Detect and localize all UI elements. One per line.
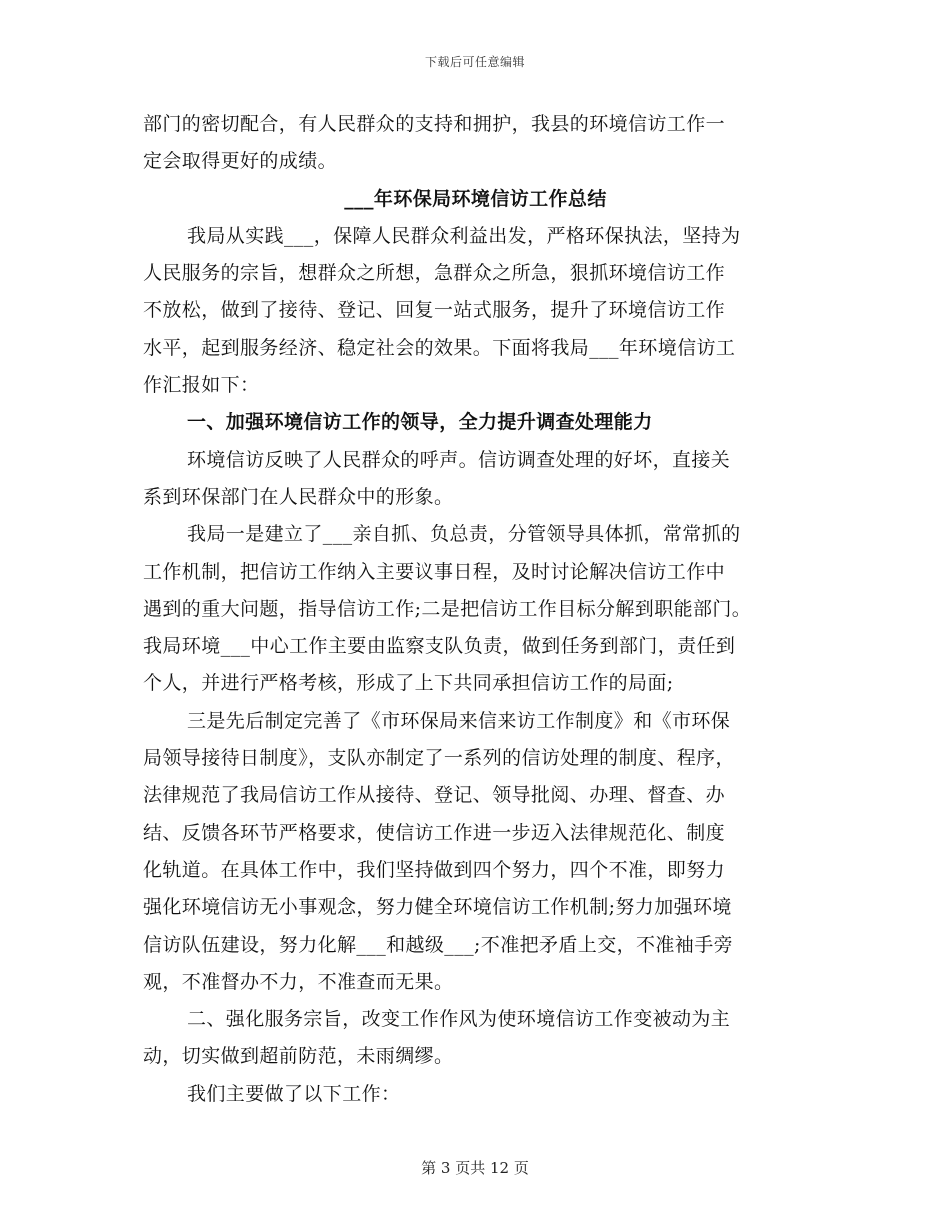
text-line: 不放松，做到了接待、登记、回复一站式服务，提升了环境信访工作	[143, 299, 726, 322]
text-line: 部门的密切配合，有人民群众的支持和拥护，我县的环境信访工作一	[143, 113, 726, 135]
text-line: 我局环境___中心工作主要由监察支队负责，做到任务到部门，责任到	[143, 635, 736, 658]
text-line: 作汇报如下：	[143, 374, 260, 397]
text-line: 化轨道。在具体工作中，我们坚持做到四个努力，四个不准，即努力	[143, 858, 726, 881]
paragraph-start: 三是先后制定完善了《市环保局来信来访工作制度》和《市环保	[187, 709, 731, 732]
section-title: ___年环保局环境信访工作总结	[344, 187, 607, 210]
page-number: 第 3 页共 12 页	[421, 1159, 529, 1177]
text-line: 动，切实做到超前防范，未雨绸缪。	[143, 1045, 454, 1068]
paragraph-start: 环境信访反映了人民群众的呼声。信访调查处理的好坏，直接关	[187, 448, 731, 471]
subheading: 一、加强环境信访工作的领导，全力提升调查处理能力	[187, 411, 653, 434]
text-line: 工作机制，把信访工作纳入主要议事日程，及时讨论解决信访工作中	[143, 560, 726, 583]
text-line: 遇到的重大问题，指导信访工作;二是把信访工作目标分解到职能部门。	[143, 597, 752, 620]
paragraph-start: 我们主要做了以下工作：	[187, 1082, 401, 1105]
text-line: 观，不准督办不力，不准查而无果。	[143, 970, 454, 993]
page-header-note: 下载后可任意编辑	[424, 55, 525, 69]
text-line: 系到环保部门在人民群众中的形象。	[143, 485, 454, 508]
paragraph-start: 我局从实践___，保障人民群众利益出发，严格环保执法，坚持为	[187, 224, 741, 247]
text-line: 结、反馈各环节严格要求，使信访工作进一步迈入法律规范化、制度	[143, 821, 726, 844]
text-line: 水平，起到服务经济、稳定社会的效果。下面将我局___年环境信访工	[143, 336, 736, 359]
text-line: 法律规范了我局信访工作从接待、登记、领导批阅、办理、督查、办	[143, 784, 726, 807]
paragraph-start: 二、强化服务宗旨，改变工作作风为使环境信访工作变被动为主	[187, 1008, 731, 1031]
text-line: 局领导接待日制度》，支队亦制定了一系列的信访处理的制度、程序，	[143, 747, 735, 770]
paragraph-start: 我局一是建立了___亲自抓、负总责，分管领导具体抓，常常抓的	[187, 523, 741, 546]
text-line: 人民服务的宗旨，想群众之所想，急群众之所急，狠抓环境信访工作	[143, 262, 726, 285]
text-line: 定会取得更好的成绩。	[143, 150, 338, 173]
text-line: 信访队伍建设，努力化解___和越级___;不准把矛盾上交，不准袖手旁	[143, 933, 734, 956]
text-line: 强化环境信访无小事观念，努力健全环境信访工作机制;努力加强环境	[143, 896, 732, 919]
document-body	[143, 106, 808, 1113]
text-line: 个人，并进行严格考核，形成了上下共同承担信访工作的局面;	[143, 672, 674, 695]
